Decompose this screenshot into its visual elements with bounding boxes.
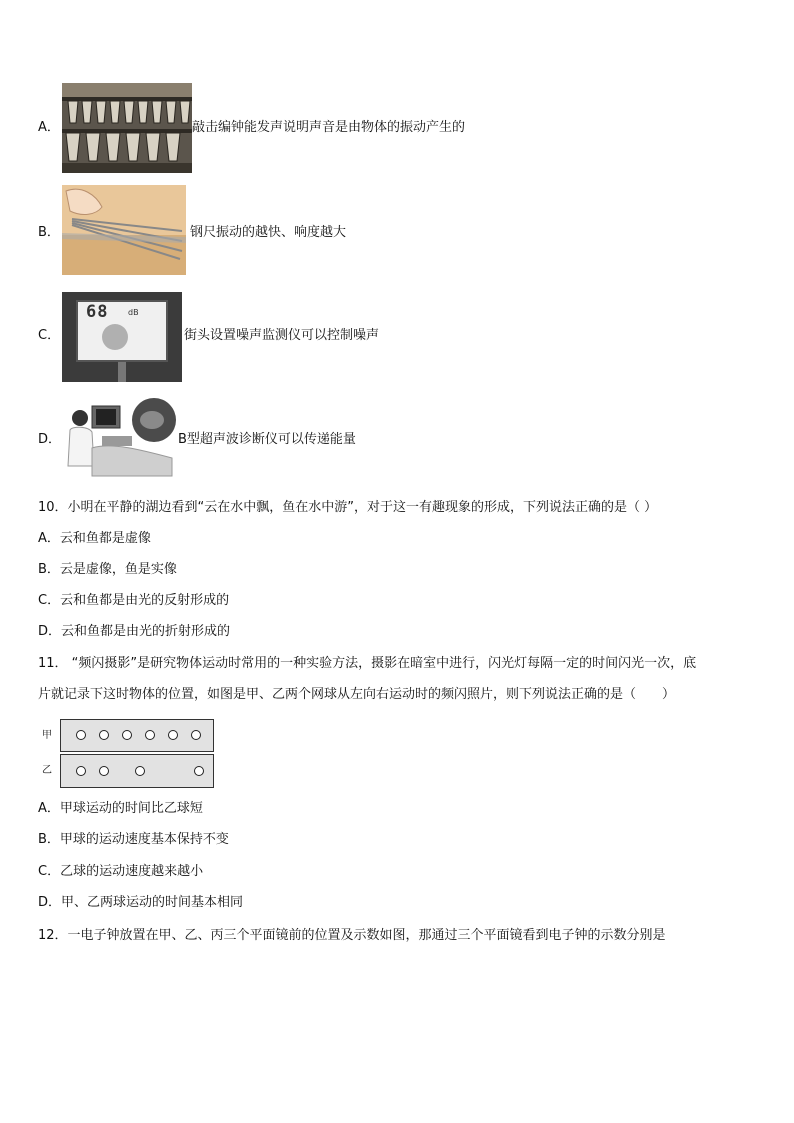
- steel-ruler-photo: [62, 185, 186, 275]
- q12-stem: 12．一电子钟放置在甲、乙、丙三个平面镜前的位置及示数如图，那通过三个平面镜看到电子钟的示数分别是: [38, 928, 666, 943]
- option-letter: D．: [38, 432, 62, 447]
- option-text: 钢尺振动的越快、响度越大: [190, 225, 347, 240]
- ball: [99, 730, 109, 740]
- q10-stem: 10．小明在平静的湖边看到“云在水中飘，鱼在水中游”，对于这一有趣现象的形成，下列说法正确的是（ ）: [38, 500, 658, 515]
- ball: [76, 730, 86, 740]
- q10-option-b: B．云是虚像，鱼是实像: [38, 562, 177, 577]
- noise-monitor-photo: [62, 292, 182, 382]
- ball: [145, 730, 155, 740]
- option-text: B型超声波诊断仪可以传递能量: [178, 432, 356, 447]
- ball: [135, 766, 145, 776]
- option-text: 敲击编钟能发声说明声音是由物体的振动产生的: [192, 120, 466, 135]
- ball: [122, 730, 132, 740]
- q11-option-c: C．乙球的运动速度越来越小: [38, 864, 204, 879]
- ball: [168, 730, 178, 740]
- q11-option-a: A．甲球运动的时间比乙球短: [38, 801, 203, 816]
- q10-option-c: C．云和鱼都是由光的反射形成的: [38, 593, 230, 608]
- strobe-row-yi: [60, 754, 214, 788]
- option-text: 街头设置噪声监测仪可以控制噪声: [184, 328, 380, 343]
- bianzhong-photo: [62, 83, 192, 173]
- q10-option-d: D．云和鱼都是由光的折射形成的: [38, 624, 231, 639]
- q11-option-b: B．甲球的运动速度基本保持不变: [38, 832, 229, 847]
- q11-option-d: D．甲、乙两球运动的时间基本相同: [38, 895, 244, 910]
- ball: [191, 730, 201, 740]
- q11-stem-line2: 片就记录下这时物体的位置，如图是甲、乙两个网球从左向右运动时的频闪照片，则下列说法正确的是（ ）: [38, 687, 676, 702]
- ball: [76, 766, 86, 776]
- ball: [99, 766, 109, 776]
- row-label-yi: 乙: [42, 765, 52, 776]
- ultrasound-photo: [62, 396, 176, 482]
- option-letter: B．: [38, 225, 60, 240]
- q11-stem-line1: 11． “频闪摄影”是研究物体运动时常用的一种实验方法，摄影在暗室中进行，闪光灯每隔一定的时间闪光一次，底: [38, 656, 697, 671]
- strobe-row-jia: [60, 719, 214, 752]
- option-letter: A．: [38, 120, 60, 135]
- row-label-jia: 甲: [42, 730, 52, 741]
- monitor-reading: 68: [86, 302, 109, 322]
- q10-option-a: A．云和鱼都是虚像: [38, 531, 151, 546]
- monitor-unit: dB: [128, 308, 139, 317]
- ball: [194, 766, 204, 776]
- option-letter: C．: [38, 328, 61, 343]
